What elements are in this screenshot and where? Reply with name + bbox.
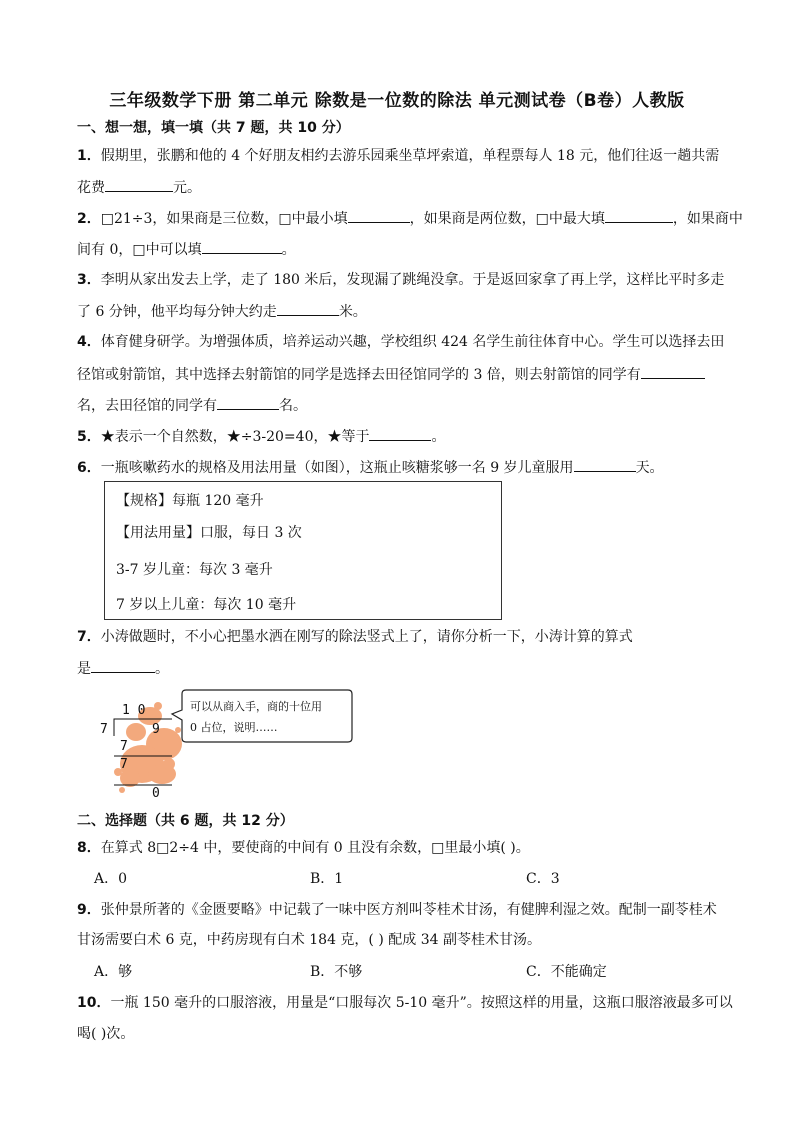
q7-answer-blank[interactable]	[91, 657, 155, 673]
q3-text-2a: 了 6 分钟，他平均每分钟大约走	[77, 304, 277, 320]
divisor-digit: 7	[100, 722, 108, 737]
q2-text-c: ，如果商中	[672, 211, 743, 227]
page-title: 三年级数学下册 第二单元 除数是一位数的除法 单元测试卷（B卷）人教版	[109, 91, 685, 111]
q10-text: 一瓶 150 毫升的口服溶液，用量是“口服每次 5-10 毫升”。按照这样的用量，这瓶口服溶液最多可以	[110, 995, 733, 1011]
q4-text-2: 径馆或射箭馆，其中选择去射箭馆的同学是选择去田径馆同学的 3 倍，则去射箭馆的同学有	[77, 367, 641, 383]
q5-text-a: ★表示一个自然数，★÷3-20=40，★等于	[100, 429, 370, 445]
q8-option-a[interactable]: A．0	[94, 871, 128, 887]
spec-size: 【规格】每瓶 120 毫升	[116, 493, 264, 509]
q6-line	[77, 456, 757, 478]
spec-dose-older: 7 岁以上儿童：每次 10 毫升	[116, 597, 297, 613]
q4-blank-2[interactable]	[217, 394, 279, 410]
q4-blank-1[interactable]	[641, 363, 705, 379]
q2-blank-3[interactable]	[202, 238, 282, 254]
q2-line1	[77, 207, 757, 229]
section-1-heading: 一、想一想，填一填（共 7 题，共 10 分）	[77, 120, 350, 136]
q8-line	[77, 838, 757, 858]
q5-answer-blank[interactable]	[369, 425, 431, 441]
spec-dose-child: 3-7 岁儿童：每次 3 毫升	[116, 562, 273, 578]
q5-text-b: 。	[431, 429, 446, 445]
q2-text-a: □21÷3，如果商是三位数，□中最小填	[100, 211, 348, 227]
q2-number: 2．	[77, 211, 101, 227]
q9-option-c[interactable]: C．不能确定	[526, 964, 607, 980]
bubble-text-1: 可以从商入手，商的十位用	[190, 700, 322, 713]
q4-number: 4．	[77, 334, 101, 350]
q7-text-2b: 。	[155, 661, 169, 677]
q6-number: 6．	[77, 460, 101, 476]
q1-text-2a: 花费	[77, 180, 105, 196]
q1-answer-blank[interactable]	[105, 176, 173, 192]
q4-text: 体育健身研学。为增强体质，培养运动兴趣，学校组织 424 名学生前往体育中心。学生可以选择去田	[100, 334, 725, 350]
q8-text: 在算式 8□2÷4 中，要使商的中间有 0 且没有余数，□里最小填( )。	[100, 840, 530, 856]
q8-option-b[interactable]: B．1	[310, 871, 344, 887]
q9-number: 9．	[77, 902, 101, 918]
q2-blank-2[interactable]	[605, 207, 673, 223]
medicine-spec-box	[104, 481, 502, 620]
q4-line3	[77, 394, 757, 416]
q7-text: 小涛做题时，不小心把墨水洒在刚写的除法竖式上了，请你分析一下，小涛计算的算式	[100, 629, 633, 645]
q7-text-2a: 是	[77, 661, 91, 677]
q1-text: 假期里，张鹏和他的 4 个好朋友相约去游乐园乘坐草坪索道，单程票每人 18 元，他们往返一趟共需	[100, 148, 720, 164]
q7-line1	[77, 627, 757, 647]
q2-text-2b: 。	[281, 242, 296, 258]
q7-line2	[77, 657, 757, 679]
dividend-end-digit: 9	[152, 722, 160, 737]
q3-text-2b: 米。	[338, 304, 367, 320]
q8-number: 8．	[77, 840, 101, 856]
q10-number: 10．	[77, 995, 111, 1011]
q4-text-3b: 名。	[279, 398, 307, 414]
q6-text-a: 一瓶咳嗽药水的规格及用法用量（如图），这瓶止咳糖浆够一名 9 岁儿童服用	[100, 460, 574, 476]
q3-number: 3．	[77, 272, 101, 288]
q1-number: 1．	[77, 148, 101, 164]
remainder-digit: 0	[152, 786, 160, 801]
ink-blot-division-figure	[92, 686, 362, 806]
q1-line1	[77, 146, 757, 166]
q10-line2: 喝( )次。	[77, 1026, 135, 1042]
q3-text: 李明从家出发去上学，走了 180 米后，发现漏了跳绳没拿。于是返回家拿了再上学，这样比平时多走	[100, 272, 725, 288]
q9-line1	[77, 900, 757, 920]
speech-bubble	[172, 690, 352, 742]
q6-text-b: 天。	[635, 460, 664, 476]
subtract-digit: 7	[120, 739, 128, 754]
q3-line2	[77, 300, 757, 322]
middle-digit: 7	[120, 757, 128, 772]
q2-blank-1[interactable]	[348, 207, 410, 223]
bubble-text-2: 0 占位，说明……	[190, 721, 278, 734]
spec-usage: 【用法用量】口服，每日 3 次	[116, 525, 302, 541]
q4-line2	[77, 363, 757, 385]
q5-number: 5．	[77, 429, 101, 445]
q4-text-3a: 名，去田径馆的同学有	[77, 398, 217, 414]
q8-option-c[interactable]: C．3	[526, 871, 560, 887]
q9-option-a[interactable]: A．够	[94, 964, 133, 980]
quotient-digits: 1 0	[122, 703, 146, 718]
q4-line1	[77, 332, 757, 352]
q7-number: 7．	[77, 629, 101, 645]
q1-text-2b: 元。	[173, 180, 201, 196]
q9-line2: 甘汤需要白术 6 克，中药房现有白术 184 克，( ) 配成 34 副苓桂术甘汤。	[77, 932, 541, 948]
section-2-heading: 二、选择题（共 6 题，共 12 分）	[77, 813, 294, 829]
q5-line	[77, 425, 757, 447]
q9-option-b[interactable]: B．不够	[310, 964, 363, 980]
q9-text: 张仲景所著的《金匮要略》中记载了一味中医方剂叫苓桂术甘汤，有健脾利湿之效。配制一副苓桂术	[100, 902, 717, 918]
q2-line2	[77, 238, 757, 260]
q3-answer-blank[interactable]	[277, 300, 339, 316]
q2-text-2a: 间有 0，□中可以填	[77, 242, 202, 258]
q6-answer-blank[interactable]	[574, 456, 636, 472]
q3-line1	[77, 270, 757, 290]
q1-line2	[77, 176, 757, 198]
q2-text-b: ，如果商是两位数，□中最大填	[409, 211, 605, 227]
q10-line1	[77, 993, 757, 1013]
